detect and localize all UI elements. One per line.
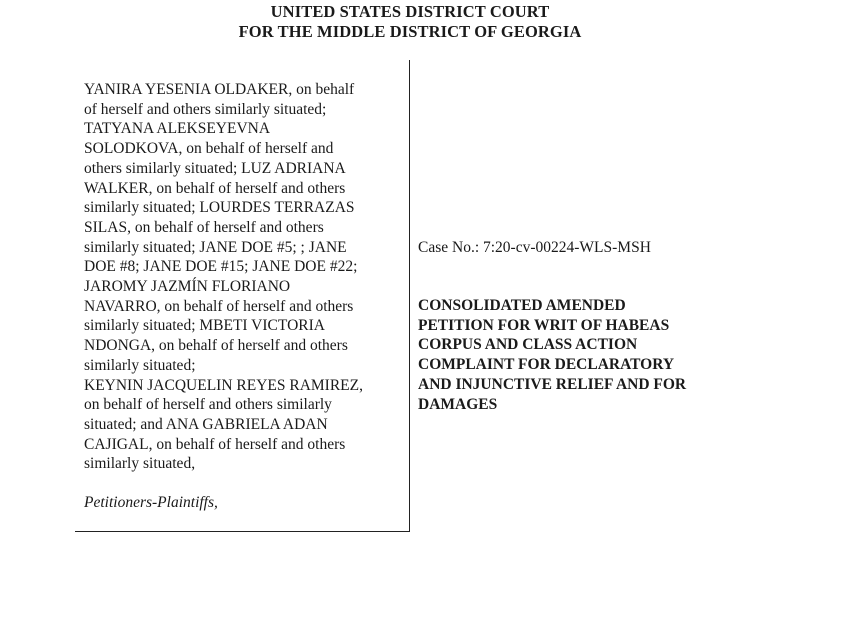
court-header <box>0 2 820 42</box>
party-designation: Petitioners-Plaintiffs, <box>84 494 218 511</box>
court-name-line: UNITED STATES DISTRICT COURT <box>270 2 550 21</box>
party-line: NDONGA, on behalf of herself and others <box>84 337 348 355</box>
party-line: NAVARRO, on behalf of herself and others <box>84 297 354 315</box>
document-title-line: DAMAGES <box>418 395 498 413</box>
party-line: similarly situated; <box>84 356 196 374</box>
party-line: SOLODKOVA, on behalf of herself and <box>84 140 334 158</box>
party-line: similarly situated; JANE DOE #5; ; JANE <box>84 238 347 256</box>
party-line: YANIRA YESENIA OLDAKER, on behalf <box>84 81 355 98</box>
party-line: CAJIGAL, on behalf of herself and others <box>84 435 346 453</box>
party-line: of herself and others similarly situated; <box>84 100 327 118</box>
party-line: situated; and ANA GABRIELA ADAN <box>84 415 328 433</box>
party-line: JAROMY JAZMÍN FLORIANO <box>84 278 291 296</box>
party-line: similarly situated; MBETI VICTORIA <box>84 317 325 335</box>
case-number: Case No.: 7:20-cv-00224-WLS-MSH <box>418 239 651 256</box>
party-line: KEYNIN JACQUELIN REYES RAMIREZ, <box>84 376 363 394</box>
party-line: similarly situated, <box>84 455 196 473</box>
party-line: others similarly situated; LUZ ADRIANA <box>84 159 346 177</box>
party-line: similarly situated; LOURDES TERRAZAS <box>84 199 355 217</box>
party-line: WALKER, on behalf of herself and others <box>84 179 346 197</box>
party-line: SILAS, on behalf of herself and others <box>84 218 324 236</box>
party-line: DOE #8; JANE DOE #15; JANE DOE #22; <box>84 258 358 276</box>
document-title <box>418 296 686 414</box>
document-title-line: AND INJUNCTIVE RELIEF AND FOR <box>418 375 687 393</box>
parties-block <box>84 80 404 474</box>
document-title-line: PETITION FOR WRIT OF HABEAS <box>418 316 670 334</box>
document-title-line: COMPLAINT FOR DECLARATORY <box>418 356 675 374</box>
document-title-line: CONSOLIDATED AMENDED <box>418 297 626 314</box>
document-title-line: CORPUS AND CLASS ACTION <box>418 336 638 354</box>
party-line: on behalf of herself and others similarly <box>84 396 332 414</box>
party-line: TATYANA ALEKSEYEVNA <box>84 120 271 138</box>
court-district-line: FOR THE MIDDLE DISTRICT OF GEORGIA <box>238 22 582 41</box>
